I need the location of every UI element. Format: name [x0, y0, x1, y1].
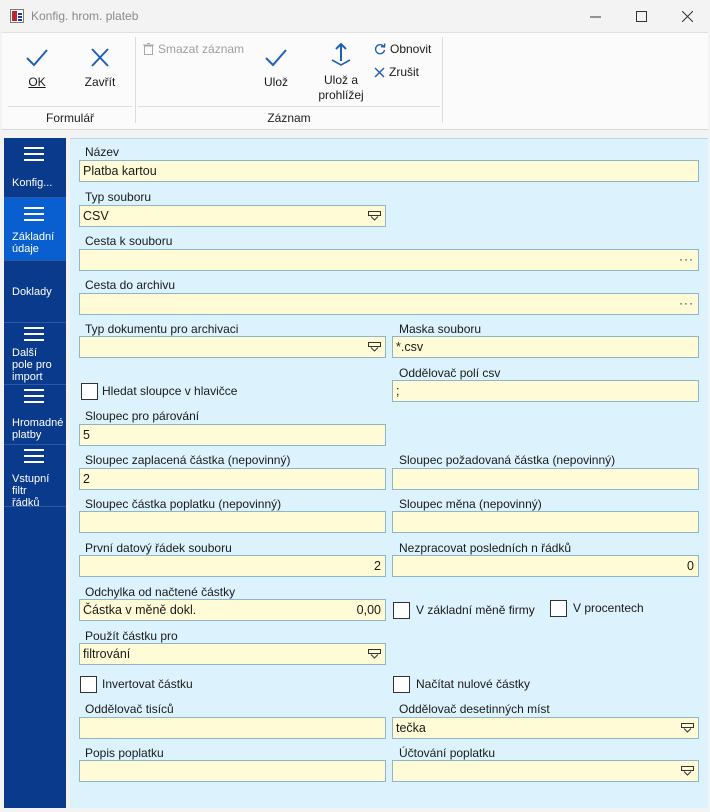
nav-item-more-fields[interactable] [4, 323, 66, 385]
deviation-label: Odchylka od načtené částky [85, 585, 236, 599]
decimal-separator-label: Oddělovač desetinných míst [399, 702, 550, 716]
deviation-value: 0,00 [356, 603, 381, 617]
deviation-text: Částka v měně dokl. [83, 603, 197, 617]
currency-column-label: Sloupec měna (nepovinný) [399, 497, 542, 511]
zero-amounts-label: Načítat nulové částky [416, 677, 531, 691]
nav-label-line: řádků [12, 497, 40, 507]
use-amount-value: filtrování [83, 647, 131, 661]
skip-last-value: 0 [687, 559, 694, 573]
refresh-label: Obnovit [390, 42, 432, 56]
first-row-value: 2 [374, 559, 381, 573]
file-type-label: Typ souboru [85, 190, 152, 204]
nav-label-line: platby [12, 429, 42, 441]
group-separator [135, 37, 136, 123]
csv-separator-value: ; [396, 384, 400, 398]
nav-item-basic[interactable] [4, 198, 66, 261]
percent-label: V procentech [573, 601, 644, 615]
group-line-record [138, 106, 440, 107]
minimize-icon [590, 11, 601, 22]
nav-item-documents[interactable] [4, 261, 66, 323]
menu-icon [24, 389, 44, 405]
trash-icon [143, 43, 154, 55]
search-header-checkbox[interactable] [81, 383, 98, 400]
name-value: Platba kartou [83, 164, 157, 178]
archive-path-label: Cesta do archivu [85, 278, 176, 292]
nav-item-config[interactable] [4, 138, 66, 198]
fee-description-label: Popis poplatku [85, 746, 164, 760]
nav-item-bulk-payments[interactable] [4, 385, 66, 445]
group-line-form [8, 106, 132, 107]
ok-label: OK [28, 75, 46, 89]
dropdown-icon [368, 342, 381, 352]
title-bar [0, 0, 710, 32]
paid-column-value: 2 [83, 472, 90, 486]
nav-label: Doklady [12, 286, 52, 298]
doc-type-label: Typ dokumentu pro archivaci [85, 322, 239, 336]
window-title: Konfig. hrom. plateb [31, 9, 139, 23]
nav-label-line: Další [12, 347, 38, 359]
group-label-record: Záznam [267, 111, 311, 125]
name-field[interactable] [79, 160, 699, 182]
currency-column-field[interactable] [392, 511, 699, 533]
doc-type-dropdown[interactable] [79, 336, 386, 358]
save-button[interactable] [252, 47, 300, 90]
file-mask-value: *.csv [396, 340, 424, 354]
nav-label-line: pole pro [12, 359, 52, 371]
base-currency-checkbox[interactable] [393, 602, 410, 619]
file-path-label: Cesta k souboru [85, 234, 173, 248]
nav-label: Konfig... [12, 177, 53, 189]
app-icon [10, 9, 24, 23]
refresh-icon [374, 43, 386, 55]
refresh-button[interactable] [374, 42, 431, 56]
nav-label [12, 231, 66, 255]
file-mask-field[interactable] [392, 336, 699, 358]
dropdown-icon [681, 766, 694, 776]
thousand-separator-label: Oddělovač tisíců [85, 702, 174, 716]
delete-record-label: Smazat záznam [158, 42, 245, 56]
side-navigation [4, 138, 66, 808]
dropdown-icon [681, 723, 694, 733]
dropdown-icon [368, 649, 381, 659]
group-separator [442, 37, 443, 123]
maximize-icon [636, 11, 647, 22]
invert-amount-label: Invertovat částku [102, 677, 193, 691]
csv-separator-label: Oddělovač polí csv [399, 366, 501, 380]
menu-icon [24, 327, 44, 343]
checkmark-icon [264, 47, 288, 69]
fee-column-label: Sloupec částka poplatku (nepovinný) [85, 497, 282, 511]
invert-amount-checkbox[interactable] [80, 676, 97, 693]
nav-label-line: Základní [12, 231, 55, 243]
close-label: Zavřít [84, 75, 116, 89]
skip-last-label: Nezpracovat posledních n řádků [399, 541, 572, 555]
menu-icon [24, 147, 44, 163]
ok-button[interactable] [14, 47, 60, 90]
maximize-button[interactable] [618, 0, 664, 32]
search-header-label: Hledat sloupce v hlavičce [102, 384, 238, 398]
use-amount-label: Použít částku pro [85, 629, 178, 643]
cancel-label: Zrušit [389, 65, 419, 79]
menu-icon [24, 449, 44, 465]
nav-label-line: import [12, 371, 43, 383]
zero-amounts-checkbox[interactable] [393, 676, 410, 693]
save-label: Ulož [263, 75, 288, 89]
first-row-field[interactable] [79, 555, 386, 577]
fee-accounting-dropdown[interactable] [392, 760, 699, 782]
checkmark-icon [25, 47, 49, 69]
fee-accounting-label: Účtování poplatku [399, 746, 496, 760]
dropdown-icon [368, 211, 381, 221]
file-path-field[interactable] [79, 249, 699, 271]
form-panel [70, 138, 708, 808]
file-mask-label: Maska souboru [399, 322, 482, 336]
paid-column-label: Sloupec zaplacená částka (nepovinný) [85, 453, 291, 467]
nav-label [12, 417, 66, 441]
nav-label-line: Hromadné [12, 417, 64, 429]
save-browse-label-2: prohlížej [318, 88, 364, 102]
file-type-value: CSV [83, 209, 109, 223]
cancel-button[interactable] [374, 65, 419, 79]
cancel-x-icon [374, 67, 385, 78]
close-button[interactable] [76, 47, 124, 90]
pair-column-field[interactable] [79, 424, 386, 446]
skip-last-field[interactable] [392, 555, 699, 577]
thousand-separator-field[interactable] [79, 717, 386, 739]
close-x-icon [88, 47, 112, 69]
nav-label [12, 473, 66, 507]
required-column-label: Sloupec požadovaná částka (nepovinný) [399, 453, 616, 467]
nav-label [12, 347, 66, 383]
archive-path-field[interactable] [79, 293, 699, 315]
required-column-field[interactable] [392, 468, 699, 490]
decimal-separator-value: tečka [396, 721, 426, 735]
nav-label-line: filtr [12, 485, 27, 497]
save-and-browse-button[interactable] [310, 43, 372, 103]
paid-column-field[interactable] [79, 468, 386, 490]
delete-record-button[interactable] [143, 42, 244, 56]
use-amount-dropdown[interactable] [79, 643, 386, 665]
fee-description-field[interactable] [79, 760, 386, 782]
ribbon [2, 32, 708, 130]
browse-icon[interactable]: ··· [679, 296, 694, 310]
deviation-field[interactable] [79, 599, 386, 621]
decimal-separator-dropdown[interactable] [392, 717, 699, 739]
nav-label-line: Vstupní [12, 473, 50, 485]
minimize-button[interactable] [572, 0, 618, 32]
pair-column-label: Sloupec pro párování [85, 409, 200, 423]
percent-checkbox[interactable] [550, 600, 567, 617]
nav-label-line: údaje [12, 243, 39, 255]
close-window-button[interactable] [664, 0, 710, 32]
name-label: Název [85, 145, 120, 159]
nav-item-input-filter[interactable] [4, 445, 66, 507]
group-label-form: Formulář [45, 111, 94, 125]
first-row-label: První datový řádek souboru [85, 541, 232, 555]
save-browse-label-1: Ulož a [323, 73, 358, 87]
save-browse-icon [330, 43, 352, 67]
close-icon [682, 11, 693, 22]
pair-column-value: 5 [83, 428, 90, 442]
base-currency-label: V základní měně firmy [416, 603, 535, 617]
file-type-dropdown[interactable] [79, 205, 386, 227]
csv-separator-field[interactable] [392, 380, 699, 402]
fee-column-field[interactable] [79, 511, 386, 533]
list-icon [24, 207, 44, 223]
browse-icon[interactable]: ··· [679, 252, 694, 266]
